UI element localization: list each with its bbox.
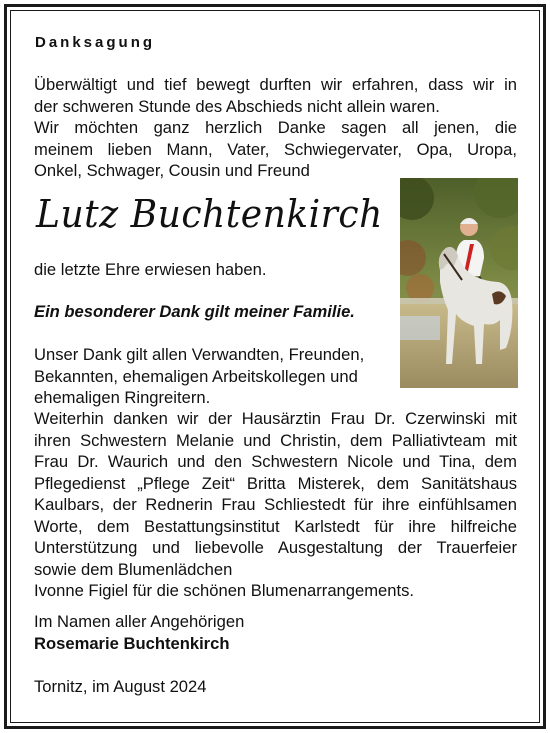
family-thanks: Ein besonderer Dank gilt meiner Familie. (34, 302, 355, 321)
further-line: Frau Dr. Waurich und den Schwestern Nicole und Tina, dem (34, 452, 517, 471)
further-line: Kaulbars, der Rednerin Frau Schliestedt für ihre einfühlsamen (34, 495, 517, 514)
closing-line: Im Namen aller Angehörigen (34, 612, 245, 631)
intro-line: Onkel, Schwager, Cousin und Freund (34, 161, 310, 180)
deceased-name: Lutz Buchtenkirch (36, 192, 383, 236)
intro-line: meinem lieben Mann, Vater, Schwiegervater, Opa, Uropa, (34, 139, 517, 159)
place-date: Tornitz, im August 2024 (34, 677, 207, 696)
relatives-line: Bekannten, ehemaligen Arbeitskollegen und (34, 366, 358, 386)
intro-line: Überwältigt und tief bewegt durften wir erfahren, dass wir in (34, 75, 517, 94)
further-line: Ivonne Figiel für die schönen Blumenarrangements. (34, 581, 415, 600)
further-thanks-paragraph (34, 408, 517, 602)
further-line: Weiterhin danken wir der Hausärztin Frau Dr. Czerwinski mit (34, 409, 517, 428)
intro-paragraph (34, 74, 517, 182)
deceased-photo (400, 178, 518, 388)
signatory-name: Rosemarie Buchtenkirch (34, 634, 230, 653)
intro-line: der schweren Stunde des Abschieds nicht allein waren. (34, 96, 440, 116)
further-line: Worte, dem Bestattungsinstitut Karlstedt für ihre hilfreiche (34, 516, 517, 536)
further-line: ihren Schwestern Melanie und Christin, dem Palliativteam mit (34, 430, 517, 450)
honour-line: die letzte Ehre erwiesen haben. (34, 260, 267, 279)
intro-line: Wir möchten ganz herzlich Danke sagen all jenen, die (34, 118, 517, 137)
notice-heading: Danksagung (35, 34, 156, 51)
relatives-line: Unser Dank gilt allen Verwandten, Freunden, (34, 345, 365, 364)
further-line: sowie dem Blumenlädchen (34, 559, 233, 579)
further-line: Pflegedienst „Pflege Zeit“ Britta Misterek, dem Sanitätshaus (34, 473, 517, 493)
relatives-line: ehemaligen Ringreitern. (34, 388, 211, 407)
relatives-paragraph (34, 344, 394, 409)
further-line: Unterstützung und liebevolle Ausgestaltung der Trauerfeier (34, 538, 517, 557)
